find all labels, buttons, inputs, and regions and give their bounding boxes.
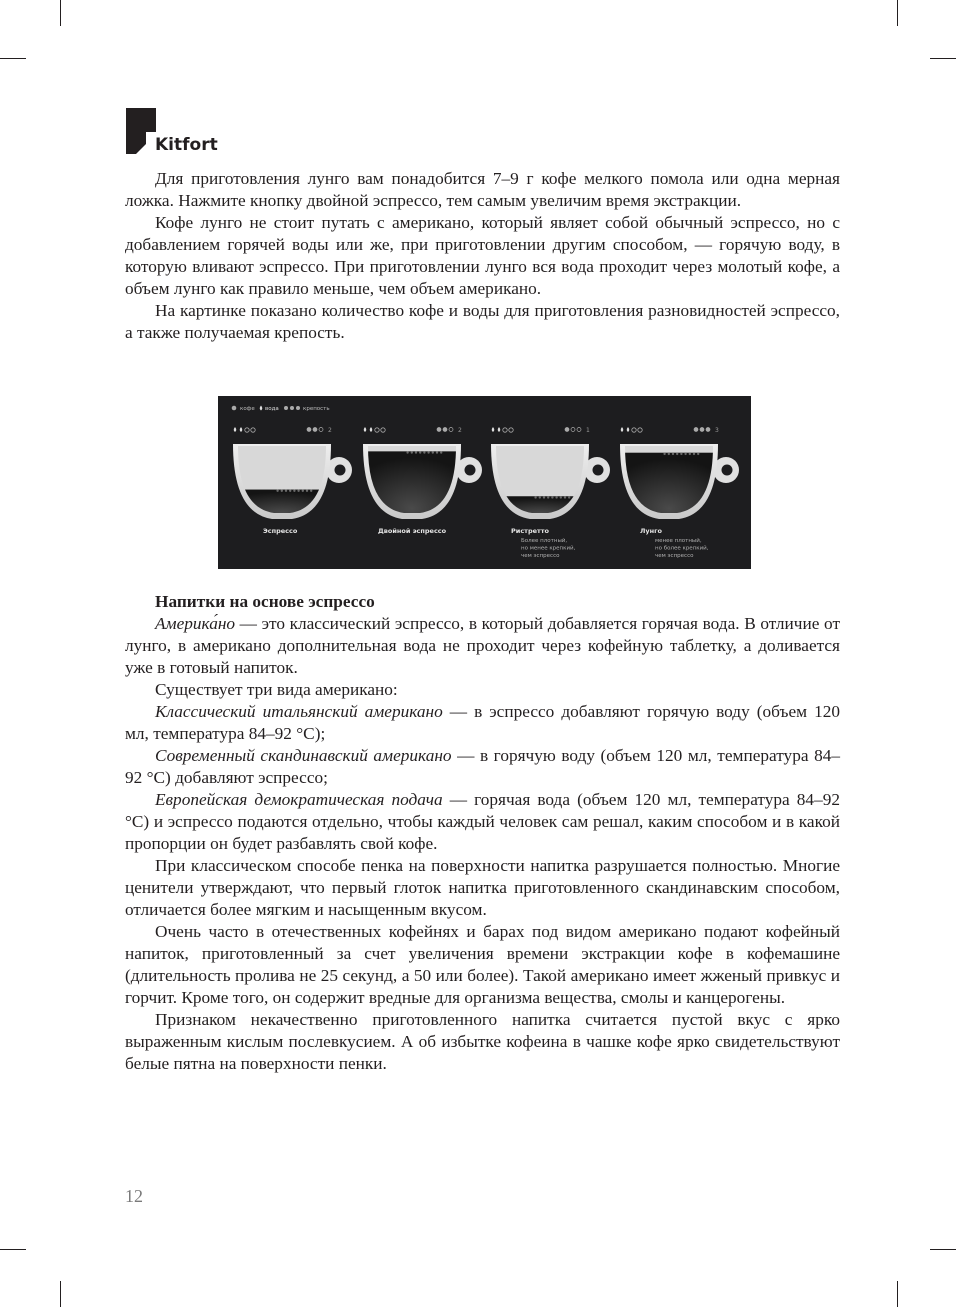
paragraph: Европейская демократическая подача — горячая вода (объем 120 мл, температура 84–92 °C) и эспрессо подаются отдельно, чтобы каждый человек сам решал, каким способом и в какой пропорции он будет разбавлять свой кофе. — [125, 790, 840, 853]
paragraph: Классический итальянский американо — в эспрессо добавляют горячую воду (объем 120 мл, температура 84–92 °C); — [125, 702, 840, 743]
legend-coffee: кофе — [240, 406, 255, 412]
crema — [534, 496, 536, 498]
espresso-infographic — [218, 396, 751, 569]
strength-dot-icon — [284, 406, 288, 410]
water-drop-icon — [240, 427, 243, 432]
legend-strength: крепость — [303, 406, 330, 412]
crema — [555, 496, 557, 498]
crema — [564, 496, 566, 498]
paragraph: Очень часто в отечественных кофейнях и барах под видом американо подают кофейный напиток, приготовленный за счет увеличения времени экстракции кофе в кофемашине (длительность пролива не 25 секунд, а 50 или более). Такой американо имеет жженый привкус и горчит. Кроме того, он содержит вредные для организма вещества, смолы и канцерогены. — [125, 922, 840, 1007]
water-drop-icon — [364, 427, 367, 432]
strength-dot — [313, 428, 317, 432]
crop-mark — [0, 1249, 26, 1250]
cup-handle-hole — [465, 465, 476, 476]
paragraph: При классическом способе пенка на поверхности напитка разрушается полностью. Многие ценители утверждают, что первый глоток напитка приготовленного скандинавским способом, отличается более мягким и насыщенным вкусом. — [125, 856, 840, 919]
crema — [440, 451, 442, 453]
crema — [539, 496, 541, 498]
water-drop-icon — [627, 427, 630, 432]
paragraph: Для приготовления лунго вам понадобится 7–9 г кофе мелкого помола или одна мерная ложка. Нажмите кнопку двойной эспрессо, тем самым увеличим время экстракции. — [125, 169, 840, 210]
crop-mark — [930, 58, 956, 59]
crema — [689, 453, 691, 455]
paragraph: Современный скандинавский американо — в горячую воду (объем 120 мл, температура 84–92 °C) добавляют эспрессо; — [125, 746, 840, 787]
cup-handle-hole — [593, 465, 604, 476]
coffee-bean-icon — [632, 428, 636, 432]
infographic-svg — [218, 396, 751, 569]
crema — [419, 451, 421, 453]
coffee-bean-icon — [232, 406, 237, 411]
crema — [415, 451, 417, 453]
strength-dot — [700, 428, 704, 432]
strength-dot — [694, 428, 698, 432]
legend-water: вода — [265, 406, 279, 412]
cup-label: Ристретто — [511, 527, 550, 535]
crop-mark — [897, 0, 898, 26]
water-drop-icon — [498, 427, 501, 432]
crema — [411, 451, 413, 453]
term: Америка́но — [155, 614, 236, 633]
term: Классический итальянский американо — [155, 702, 443, 721]
cup-handle-hole — [722, 465, 733, 476]
coffee-bean-icon — [503, 428, 507, 432]
crema — [693, 453, 695, 455]
water-drop-icon — [234, 427, 237, 432]
crema — [306, 490, 308, 492]
strength-dot — [307, 428, 311, 432]
strength-dot — [443, 428, 447, 432]
term: Современный скандинавский американо — [155, 746, 452, 765]
crop-mark — [0, 58, 26, 59]
cup-note: Более плотный, — [521, 538, 568, 544]
water-drop-icon — [492, 427, 495, 432]
crop-mark — [930, 1249, 956, 1250]
crema — [684, 453, 686, 455]
coffee-bean-icon — [375, 428, 379, 432]
paragraph: На картинке показано количество кофе и воды для приготовления разновидностей эспрессо, а также получаемая крепость. — [125, 301, 840, 342]
crop-mark — [60, 1281, 61, 1307]
strength-dot — [565, 428, 569, 432]
term: Европейская демократическая подача — [155, 790, 443, 809]
crema — [406, 451, 408, 453]
crema — [293, 490, 295, 492]
water-drop-icon — [370, 427, 373, 432]
cup-handle-hole — [335, 465, 346, 476]
section-heading: Напитки на основе эспрессо — [155, 592, 375, 611]
crema — [285, 490, 287, 492]
paragraph: Признаком некачественно приготовленного напитка считается пустой вкус с ярко выраженным кислым послевкусием. А об избытке кофеина в чашке кофе ярко свидетельствуют белые пятна на поверхности пенки. — [125, 1010, 840, 1073]
crema — [551, 496, 553, 498]
water-drop-icon — [260, 406, 263, 411]
strength-dot — [577, 428, 581, 432]
crop-mark — [60, 0, 61, 26]
cup-note: но более крепкий, — [655, 545, 709, 552]
crema — [276, 490, 278, 492]
coffee-bean-icon — [245, 428, 249, 432]
strength-dot-icon — [296, 406, 300, 410]
crema — [436, 451, 438, 453]
crema — [289, 490, 291, 492]
crema — [676, 453, 678, 455]
crema — [672, 453, 674, 455]
intro-text — [125, 168, 840, 344]
cup-label: Эспрессо — [263, 527, 298, 535]
crema — [310, 490, 312, 492]
strength-dot — [437, 428, 441, 432]
paragraph: Существует три вида американо: — [155, 680, 398, 699]
cup-note: чем эспрессо — [521, 553, 560, 559]
crema — [427, 451, 429, 453]
paragraph: Кофе лунго не стоит путать с американо, который являет собой обычный эспрессо, но с добавлением горячей воды или же, при приготовлении другим способом, — горячую воду, в которую вливают эспрессо. При приготовлении лунго вся вода проходит через молотый кофе, а объем лунго как правило меньше, чем объем американо. — [125, 213, 840, 298]
crop-mark — [897, 1281, 898, 1307]
cup-label: Лунго — [640, 527, 662, 535]
crema — [423, 451, 425, 453]
coffee-bean-icon — [509, 428, 513, 432]
crema — [547, 496, 549, 498]
cup-label: Двойной эспрессо — [378, 527, 447, 535]
coffee-bean-icon — [638, 428, 642, 432]
strength-value: 1 — [586, 427, 590, 434]
crema — [663, 453, 665, 455]
cup-note: менее плотный, — [655, 538, 702, 544]
crema — [668, 453, 670, 455]
strength-dot — [319, 428, 323, 432]
water-drop-icon — [621, 427, 624, 432]
page-number: 12 — [125, 1186, 143, 1206]
strength-value: 3 — [715, 427, 719, 434]
strength-dot — [571, 428, 575, 432]
brand-name: Kitfort — [155, 135, 218, 155]
strength-dot — [449, 428, 453, 432]
crema — [432, 451, 434, 453]
paragraph: Америка́но — это классический эспрессо, в который добавляется горячая вода. В отличие от лунго, в американо дополнительная вода не проходит через кофейную таблетку, а доливается уже в готовый напиток. — [125, 614, 840, 677]
crema — [680, 453, 682, 455]
crema — [543, 496, 545, 498]
crema — [560, 496, 562, 498]
strength-value: 2 — [458, 427, 462, 434]
strength-dot — [706, 428, 710, 432]
coffee-bean-icon — [251, 428, 255, 432]
crema — [697, 453, 699, 455]
coffee-bean-icon — [381, 428, 385, 432]
crema — [568, 496, 570, 498]
body-text — [125, 591, 840, 1075]
crema — [302, 490, 304, 492]
crema — [281, 490, 283, 492]
strength-dot-icon — [290, 406, 294, 410]
strength-value: 2 — [328, 427, 332, 434]
cup-note: чем эспрессо — [655, 553, 694, 559]
cup-note: но менее крепкий, — [521, 545, 576, 552]
crema — [297, 490, 299, 492]
